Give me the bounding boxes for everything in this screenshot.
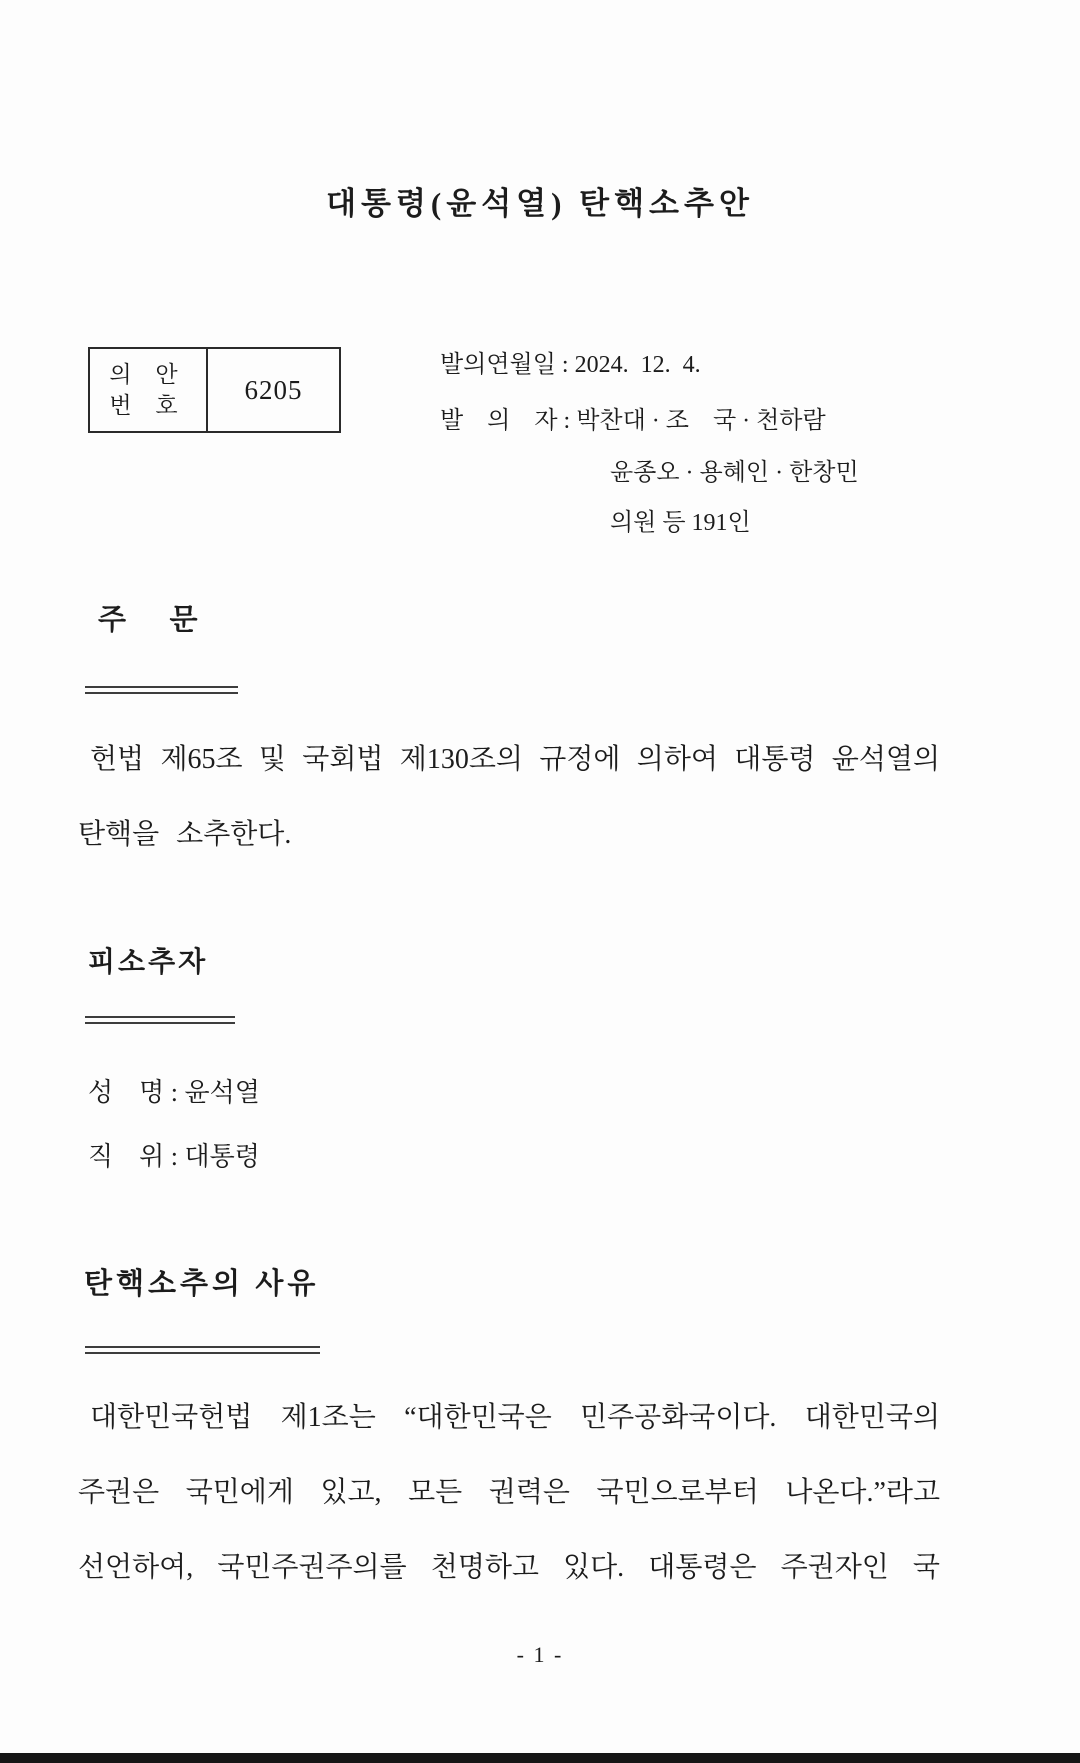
bill-number-value: 6205: [244, 374, 303, 405]
proposer-count-line: 의원 등 191인: [610, 510, 751, 536]
heading-double-underline: [85, 1346, 320, 1354]
bill-number-label-line1: 의 안: [109, 362, 187, 387]
sayu-body-line-3: 선언하여, 국민주권주의를 천명하고 있다. 대통령은 주권자인 국: [78, 1552, 940, 1583]
jumun-body-line-1: 헌법 제65조 및 국회법 제130조의 규정에 의하여 대통령 윤석열의: [90, 744, 940, 775]
section-heading-pisochuja: 피소추자: [88, 947, 209, 978]
bill-number-box: [88, 347, 341, 433]
heading-double-underline: [85, 686, 238, 694]
bill-number-label-line2: 번 호: [109, 393, 187, 418]
section-heading-jumun: 주 문: [98, 604, 198, 636]
sayu-body-line-2: 주권은 국민에게 있고, 모든 권력은 국민으로부터 나온다.”라고: [78, 1477, 940, 1508]
page-number: - 1 -: [516, 1642, 564, 1667]
sayu-body-line-1: 대한민국헌법 제1조는 “대한민국은 민주공화국이다. 대한민국의: [90, 1402, 940, 1433]
proposal-meta-block: [440, 350, 859, 538]
document-title: 대통령(윤석열) 탄핵소추안: [326, 186, 754, 221]
heading-double-underline: [85, 1016, 235, 1024]
section-heading-sayu: 탄핵소추의 사유: [84, 1268, 320, 1300]
proposal-date-line: 발의연월일 : 2024. 12. 4.: [440, 352, 701, 378]
jumun-body-line-2: 탄핵을 소추한다.: [78, 819, 292, 850]
bill-number-label: [90, 349, 208, 431]
proposer-line-continuation: 윤종오 · 용혜인 · 한창민: [610, 460, 859, 486]
respondent-name-line: 성 명 : 윤석열: [88, 1078, 260, 1107]
proposer-line: 발 의 자 : 박찬대 · 조 국 · 천하람: [440, 408, 826, 434]
bottom-edge-bar: [0, 1753, 1080, 1763]
respondent-position-line: 직 위 : 대통령: [88, 1142, 260, 1171]
